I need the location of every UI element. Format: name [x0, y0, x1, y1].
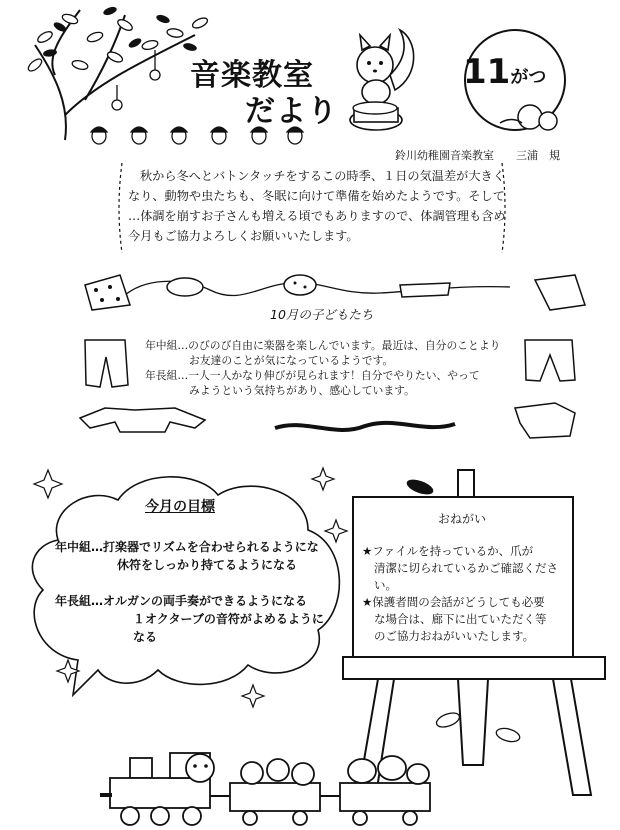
clothesline-bottom-illustration [75, 398, 595, 448]
pants-left-illustration [80, 335, 135, 390]
request-line: ★ファイルを持っているか、爪が [362, 544, 534, 558]
intro-paragraph [128, 166, 518, 246]
kids-line: 年中組…のびのび自由に楽器を楽しんでいます。最近は、自分のことより [145, 339, 501, 352]
goal-line: １オクターブの音符がよめるようになる [133, 612, 324, 644]
request-list [362, 543, 577, 645]
kids-report [145, 338, 520, 398]
goal-line: 年中組…打楽器でリズムを合わせられるようにな [55, 540, 319, 554]
month-label [463, 52, 546, 92]
month-suffix: がつ [510, 67, 547, 88]
kids-line: 年長組…一人一人かなり伸びが見られます！自分でやりたい、やって [145, 369, 480, 382]
newsletter-title-line2: だより [245, 94, 338, 129]
request-line: な場合は、廊下に出ていただく等 [374, 612, 547, 626]
intro-line: 今月もご協力よろしくお願いいたします。 [128, 229, 359, 243]
request-line: のご協力おねがいいたします。 [374, 629, 535, 643]
request-line: ★保護者間の会話がどうしても必要 [362, 595, 545, 609]
goals-list [55, 538, 335, 646]
request-line: 清潔に切られているかご確認くださ [374, 561, 558, 575]
intro-line: …体調を崩すお子さんも増える頃でもありますので、体調管理も含め [128, 209, 506, 223]
pants-right-illustration [520, 335, 580, 385]
train-illustration [100, 738, 440, 828]
request-line: い。 [374, 578, 397, 592]
goal-line: 休符をしっかり持てるようになる [117, 558, 298, 572]
clothesline-illustration [80, 265, 600, 335]
goals-title: 今月の目標 [145, 499, 215, 515]
kids-line: みようという気持ちがあり、感心しています。 [189, 384, 415, 397]
squirrel-icon [340, 20, 420, 135]
intro-line: なり、動物や虫たちも、冬眠に向けて準備を始めたようです。そして [128, 189, 505, 203]
newsletter-title-line1: 音楽教室 [190, 58, 314, 93]
kids-section-title: 10月の子どもたち [270, 307, 374, 322]
request-title: おねがい [438, 512, 487, 526]
month-number: 11 [463, 52, 511, 92]
intro-line: 秋から冬へとバトンタッチをするこの時季、１日の気温差が大きく [140, 169, 505, 183]
author-line: 鈴川幼稚園音楽教室 三浦 規 [395, 149, 560, 162]
goal-line: 年長組…オルガンの両手奏ができるようになる [55, 594, 308, 608]
kids-line: お友達のことが気になっているようです。 [189, 354, 394, 367]
